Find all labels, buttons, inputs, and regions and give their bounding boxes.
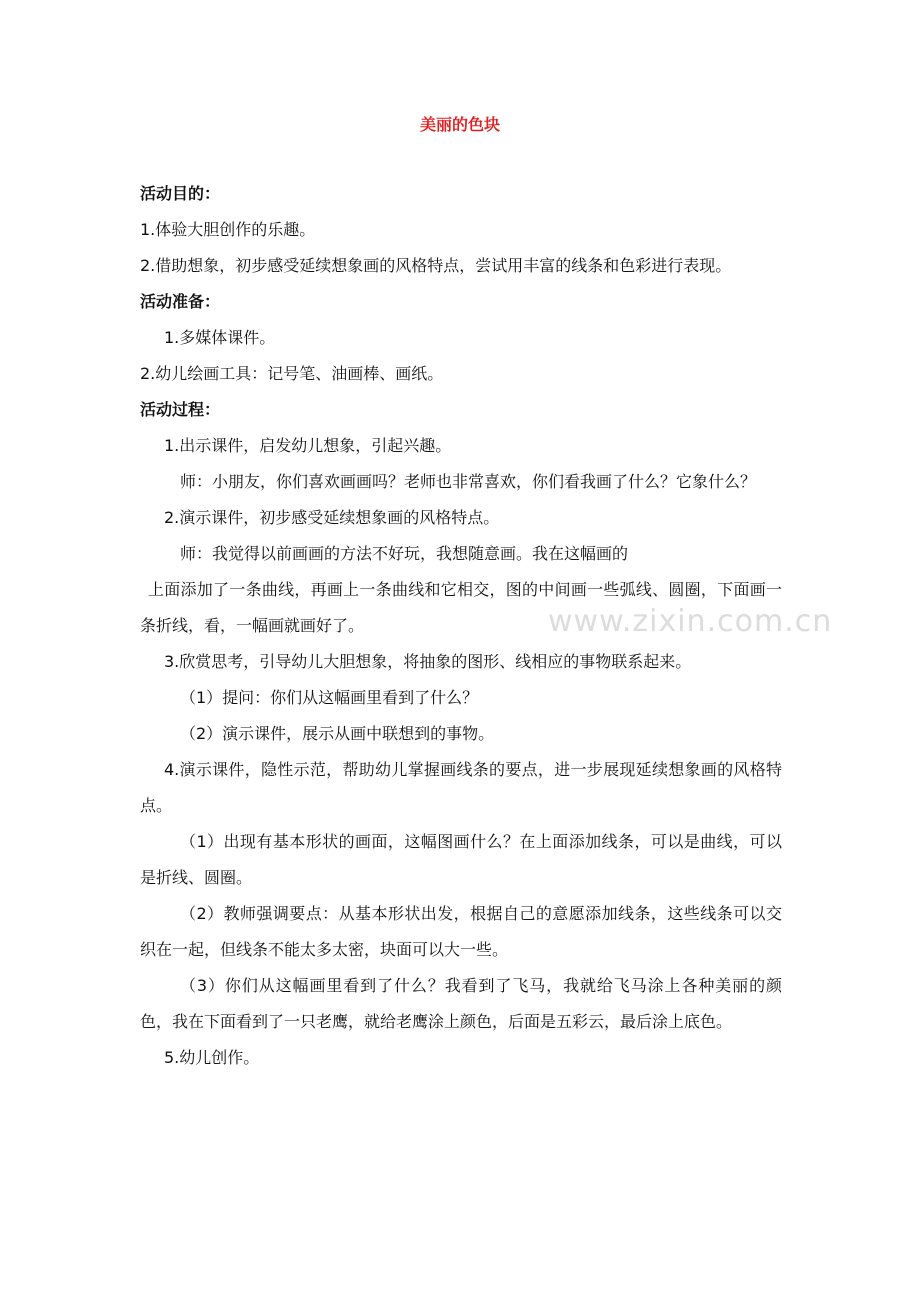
process-step-2: 2.演示课件，初步感受延续想象画的风格特点。 <box>164 508 500 527</box>
section-heading-preparation: 活动准备： <box>140 292 221 311</box>
step-4-sub-3: （3）你们从这幅画里看到了什么？我看到了飞马，我就给飞马涂上各种美丽的颜色，我在下面看到了一只老鹰，就给老鹰涂上颜色，后面是五彩云，最后涂上底色。 <box>140 976 782 1031</box>
step-3-sub-1: （1）提问：你们从这幅画里看到了什么？ <box>180 688 479 707</box>
document-body <box>140 176 782 1076</box>
process-step-3: 3.欣赏思考，引导幼儿大胆想象，将抽象的图形、线相应的事物联系起来。 <box>164 652 692 671</box>
teacher-dialogue-2-continued: 上面添加了一条曲线，再画上一条曲线和它相交，图的中间画一些弧线、圆圈，下面画一条折线，看，一幅画就画好了。 <box>140 580 782 635</box>
preparation-item-2: 2.幼儿绘画工具：记号笔、油画棒、画纸。 <box>140 364 444 383</box>
section-heading-process: 活动过程： <box>140 400 221 419</box>
goal-item-1: 1.体验大胆创作的乐趣。 <box>140 220 316 239</box>
teacher-dialogue-2: 师：我觉得以前画画的方法不好玩，我想随意画。我在这幅画的 <box>180 544 629 563</box>
preparation-item-1: 1.多媒体课件。 <box>164 328 276 347</box>
step-3-sub-2: （2）演示课件，展示从画中联想到的事物。 <box>180 724 495 743</box>
teacher-dialogue-1: 师：小朋友，你们喜欢画画吗？老师也非常喜欢，你们看我画了什么？它象什么？ <box>180 472 757 491</box>
step-4-sub-1: （1）出现有基本形状的画面，这幅图画什么？在上面添加线条，可以是曲线，可以是折线、圆圈。 <box>140 832 782 887</box>
process-step-1: 1.出示课件，启发幼儿想象，引起兴趣。 <box>164 436 452 455</box>
step-4-sub-2: （2）教师强调要点：从基本形状出发，根据自己的意愿添加线条，这些线条可以交织在一起，但线条不能太多太密，块面可以大一些。 <box>140 904 782 959</box>
section-heading-goals: 活动目的： <box>140 184 221 203</box>
process-step-4: 4.演示课件，隐性示范，帮助幼儿掌握画线条的要点，进一步展现延续想象画的风格特点。 <box>140 760 782 815</box>
goal-item-2: 2.借助想象，初步感受延续想象画的风格特点，尝试用丰富的线条和色彩进行表现。 <box>140 256 732 275</box>
process-step-5: 5.幼儿创作。 <box>164 1048 260 1067</box>
document-title: 美丽的色块 <box>419 115 500 134</box>
watermark-text: www.zixin.com.cn <box>548 604 833 639</box>
